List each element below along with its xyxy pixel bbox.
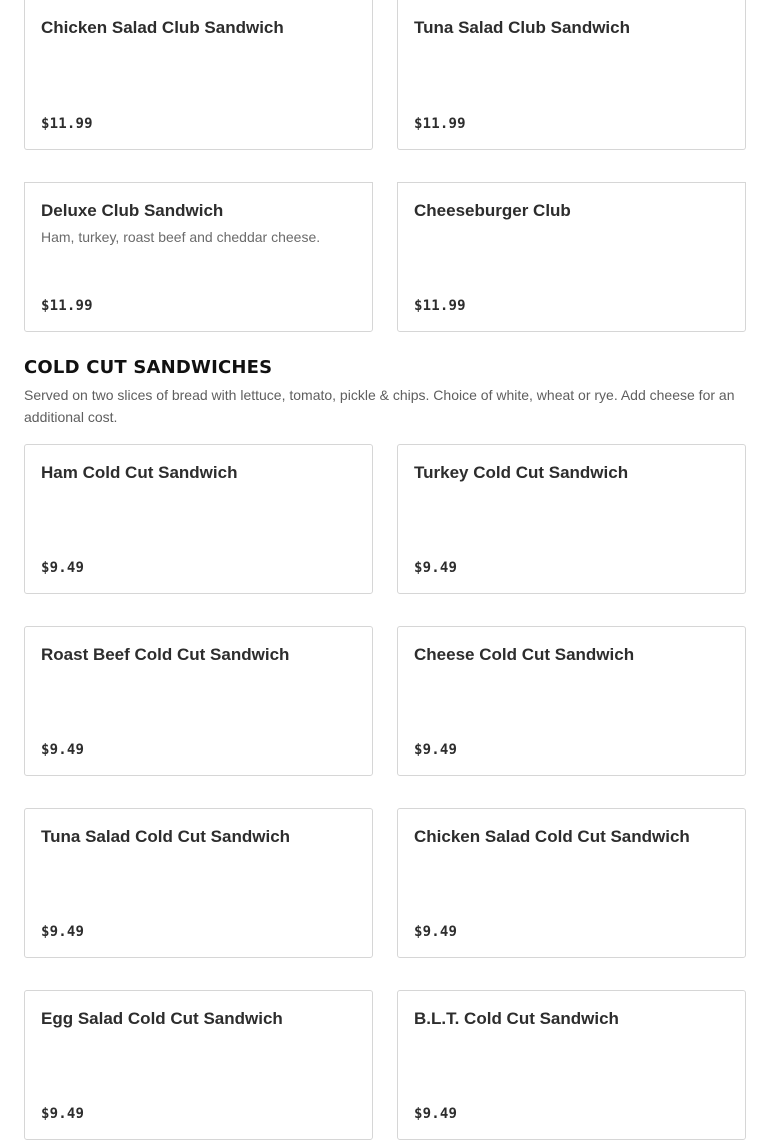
menu-item-card[interactable] bbox=[397, 182, 746, 332]
menu-item-card[interactable] bbox=[24, 990, 373, 1140]
menu-item-card[interactable] bbox=[24, 182, 373, 332]
menu-item-name: Tuna Salad Club Sandwich bbox=[414, 18, 630, 37]
section-description: Served on two slices of bread with lettuce, tomato, pickle & chips. Choice of white, wheat or rye. Add cheese for an additional cost. bbox=[24, 387, 735, 425]
menu-item-price: $11.99 bbox=[41, 116, 93, 132]
section-title: COLD CUT SANDWICHES bbox=[24, 357, 273, 378]
menu-item-price: $9.49 bbox=[414, 742, 458, 758]
menu-item-price: $9.49 bbox=[41, 742, 85, 758]
menu-page bbox=[24, 0, 746, 1140]
menu-item-card[interactable] bbox=[24, 626, 373, 776]
menu-item-price: $9.49 bbox=[414, 1106, 458, 1122]
cold-cut-grid bbox=[24, 444, 746, 1140]
menu-item-card[interactable] bbox=[24, 444, 373, 594]
menu-item-price: $9.49 bbox=[41, 560, 85, 576]
menu-item-card[interactable] bbox=[397, 626, 746, 776]
menu-item-name: Tuna Salad Cold Cut Sandwich bbox=[41, 827, 291, 846]
menu-item-name: Deluxe Club Sandwich bbox=[41, 201, 224, 220]
menu-item-name: Roast Beef Cold Cut Sandwich bbox=[41, 645, 290, 664]
menu-item-name: B.L.T. Cold Cut Sandwich bbox=[414, 1009, 619, 1028]
menu-item-price: $9.49 bbox=[41, 924, 85, 940]
menu-item-name: Chicken Salad Cold Cut Sandwich bbox=[414, 827, 690, 846]
menu-item-card[interactable] bbox=[397, 0, 746, 150]
menu-item-name: Turkey Cold Cut Sandwich bbox=[414, 463, 629, 482]
menu-item-name: Egg Salad Cold Cut Sandwich bbox=[41, 1009, 283, 1028]
menu-item-name: Chicken Salad Club Sandwich bbox=[41, 18, 284, 37]
menu-item-description: Ham, turkey, roast beef and cheddar cheese. bbox=[41, 229, 321, 245]
menu-item-price: $11.99 bbox=[414, 116, 466, 132]
menu-item-card[interactable] bbox=[24, 808, 373, 958]
cold-cut-section bbox=[24, 356, 746, 1140]
menu-item-card[interactable] bbox=[397, 444, 746, 594]
menu-item-price: $9.49 bbox=[414, 560, 458, 576]
club-sandwich-grid bbox=[24, 0, 746, 332]
menu-item-card[interactable] bbox=[397, 808, 746, 958]
menu-item-name: Cheese Cold Cut Sandwich bbox=[414, 645, 635, 664]
menu-item-name: Ham Cold Cut Sandwich bbox=[41, 463, 238, 482]
menu-item-price: $9.49 bbox=[414, 924, 458, 940]
menu-item-price: $9.49 bbox=[41, 1106, 85, 1122]
menu-item-price: $11.99 bbox=[414, 298, 466, 314]
menu-item-price: $11.99 bbox=[41, 298, 93, 314]
menu-item-card[interactable] bbox=[397, 990, 746, 1140]
menu-item-card[interactable] bbox=[24, 0, 373, 150]
menu-item-name: Cheeseburger Club bbox=[414, 201, 571, 220]
